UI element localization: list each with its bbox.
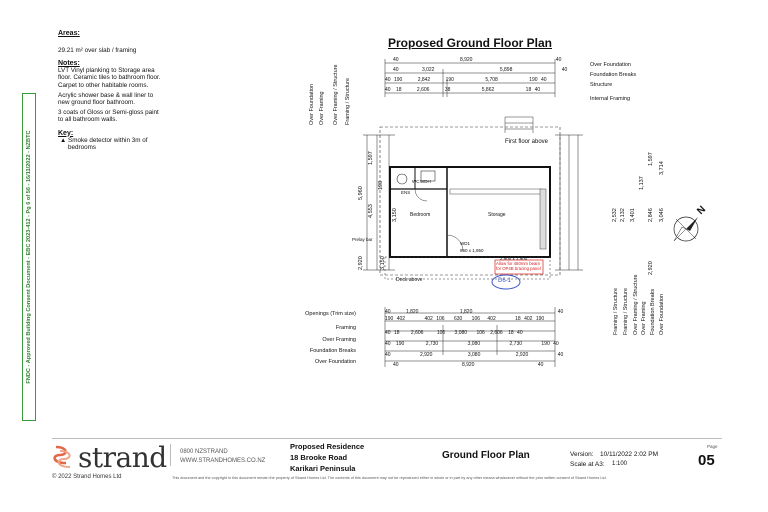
bottom-label-openings: Openings (Trim size) xyxy=(305,311,356,317)
disclaimer: This document and the copyright in this document remain the property of Strand Homes Ltd. The contents of this document may not be reproduced either in whole or in part by any other means whatsoever without the prior written consent of Strand Homes Ltd. xyxy=(172,476,607,480)
left-label-over-foundation: Over Foundation xyxy=(309,84,315,125)
left-dim-4: 3,150 xyxy=(380,256,386,270)
plan-title: Proposed Ground Floor Plan xyxy=(388,36,553,50)
right-label-6: Over Foundation xyxy=(659,294,665,335)
left-dim-7: 3,150 xyxy=(392,208,398,222)
areas-heading: Areas: xyxy=(58,30,80,37)
dim-value: 40 xyxy=(553,341,559,347)
dim-value: 402 xyxy=(524,316,533,322)
dimension-legend xyxy=(590,62,636,106)
dim-value: 5,862 xyxy=(481,87,495,93)
dim-value: 2,920 xyxy=(419,352,433,358)
dim-value: 2,606 xyxy=(410,330,424,336)
bottom-dims-over-framing xyxy=(385,341,559,347)
dim-value: 40 xyxy=(517,330,523,336)
left-dim-3: 2,920 xyxy=(358,256,364,270)
legend-item: Over Foundation xyxy=(590,62,631,68)
copyright: © 2022 Strand Homes Ltd xyxy=(52,474,122,480)
dim-value: 40 xyxy=(393,362,399,368)
right-dim-9: 2,532 xyxy=(612,208,618,222)
dim-value: 630 xyxy=(453,316,463,322)
dim-value: 40 xyxy=(385,330,391,336)
project-locality: Karikari Peninsula xyxy=(290,464,356,473)
dim-value: 18 xyxy=(515,316,521,322)
dim-value: 40 xyxy=(385,87,391,93)
dim-value: 2,842 xyxy=(417,77,431,83)
note-3: 3 coats of Gloss or Semi-gloss paint to all bathroom walls. xyxy=(58,109,159,124)
dim-value: 18 xyxy=(393,330,400,336)
bottom-label-framing: Framing xyxy=(335,325,356,331)
right-dim-2: 3,714 xyxy=(659,161,665,175)
dim-value: 40 xyxy=(393,67,399,73)
dim-value: 40 xyxy=(534,87,541,93)
right-dim-3: 1,137 xyxy=(639,176,645,190)
page-number: 05 xyxy=(698,452,715,469)
dim-value: 190 xyxy=(535,316,545,322)
bottom-label-over-framing: Over Framing xyxy=(322,337,356,343)
dim-value: 40 xyxy=(393,57,399,63)
storage-label: Storage xyxy=(488,212,506,218)
version-label: Version: xyxy=(570,451,594,458)
scale-label: Scale at A3: xyxy=(570,461,605,468)
dim-value: 40 xyxy=(385,77,391,83)
dim-value: 40 xyxy=(557,352,564,358)
dim-value: 40 xyxy=(385,309,391,315)
phone-number: 0800 NZSTRAND xyxy=(180,449,228,455)
note-2: Acrylic shower base & wall liner to new ground floor bathroom. xyxy=(58,91,154,107)
detail-tag: D6-1 xyxy=(498,278,512,284)
first-floor-label: First floor above xyxy=(505,139,549,145)
website-link[interactable]: WWW.STRANDHOMES.CO.NZ xyxy=(180,458,266,464)
right-label-5: Foundation Breaks xyxy=(650,288,656,335)
prelay-label: Prelay bar xyxy=(352,237,373,242)
dim-value: 40 xyxy=(537,362,544,368)
approval-stamp xyxy=(22,93,36,421)
floor-plan-drawing xyxy=(355,55,590,375)
right-dim-7: 3,401 xyxy=(630,208,636,222)
north-label: N xyxy=(695,204,709,217)
beam-annotation: Allow for 450mm beam for OP4B bracing panel xyxy=(496,261,541,271)
wdh-label: WDH xyxy=(420,179,431,184)
dim-value: 106 xyxy=(471,316,481,322)
dim-value: 402 xyxy=(424,316,433,322)
bottom-dims-openings xyxy=(385,316,544,322)
dim-value: 402 xyxy=(396,316,406,322)
door-note: 2,900 x 1,900 xyxy=(500,256,528,261)
dim-value: 2,920 xyxy=(515,352,529,358)
right-dim-5: 3,046 xyxy=(659,208,665,222)
dim-value: 106 xyxy=(436,316,445,322)
top-dim-row-1 xyxy=(393,57,561,63)
right-label-2: Framing / Structure xyxy=(623,287,629,335)
dim-value: 18 xyxy=(508,330,514,336)
bottom-dims-openings-top xyxy=(385,309,563,315)
notes-panel xyxy=(58,30,163,154)
page-label: Page xyxy=(707,444,718,449)
right-label-3: Over Framing / Structure xyxy=(633,274,639,335)
dim-value: 2,730 xyxy=(509,341,523,347)
window-note: WD1 850 x 1,950 xyxy=(460,241,484,253)
dim-value: 40 xyxy=(385,341,391,347)
legend-item: Internal Framing xyxy=(590,96,631,102)
dim-value: 1,820 xyxy=(405,309,419,315)
top-dim-row-2 xyxy=(393,67,567,73)
dim-value: 1,820 xyxy=(459,309,473,315)
ens-label: ENS xyxy=(401,190,411,195)
dim-value: 5,898 xyxy=(499,67,513,73)
sheet-title: Ground Floor Plan xyxy=(442,450,530,461)
dim-value: 190 xyxy=(393,77,403,83)
note-1: LVT Vinyl planking to Storage area floor. Ceramic tiles to bathroom floor. Carpet to other habitable rooms. xyxy=(58,67,161,89)
left-label-framing-structure: Framing / Structure xyxy=(345,77,351,125)
dim-value: 3,080 xyxy=(467,352,481,358)
dim-value: 402 xyxy=(487,316,496,322)
left-dim-2: 4,553 xyxy=(368,204,374,218)
deck-label: Deck above xyxy=(396,277,423,283)
left-label-over-framing-structure: Over Framing / Structure xyxy=(333,64,339,125)
dim-value: 8,920 xyxy=(459,57,473,63)
footer-divider xyxy=(52,438,722,439)
right-dim-4: 2,846 xyxy=(648,208,654,222)
key-heading: Key: xyxy=(58,129,74,137)
brand-name: strand xyxy=(78,441,167,474)
dim-value: 190 xyxy=(385,316,394,322)
strand-logo-icon xyxy=(52,443,74,471)
dim-value: 40 xyxy=(557,309,564,315)
dim-value: 18 xyxy=(395,87,402,93)
project-address: 18 Brooke Road xyxy=(290,453,348,462)
dim-value: 40 xyxy=(555,57,562,63)
dim-value: 106 xyxy=(436,330,446,336)
project-name: Proposed Residence xyxy=(290,442,365,451)
wc-label: WC xyxy=(412,179,420,184)
dim-value: 190 xyxy=(541,341,550,347)
right-dim-8: 2,132 xyxy=(620,208,626,222)
footer-separator xyxy=(170,444,171,466)
areas-text: 29.21 m² over slab / framing xyxy=(58,47,137,54)
notes-heading: Notes: xyxy=(58,60,80,68)
dim-value: 2,606 xyxy=(416,87,430,93)
bedroom-label: Bedroom xyxy=(410,212,431,218)
dim-value: 106 xyxy=(476,330,485,336)
dim-value: 190 xyxy=(395,341,405,347)
dim-value: 2,606 xyxy=(490,330,503,336)
legend-item: Structure xyxy=(590,82,613,88)
dim-value: 40 xyxy=(540,77,547,83)
right-dim-6: 2,920 xyxy=(648,261,654,275)
dim-value: 40 xyxy=(385,352,391,358)
left-dim-1: 5,960 xyxy=(358,186,364,200)
scale-value: 1:100 xyxy=(612,461,628,467)
dim-value: 3,080 xyxy=(454,330,468,336)
smoke-detector-icon: ▲ xyxy=(60,136,67,144)
left-label-over-framing: Over Framing xyxy=(319,91,325,125)
dim-value: 190 xyxy=(529,77,538,83)
bottom-dims-foundation-breaks xyxy=(385,352,563,358)
dim-value: 3,080 xyxy=(467,341,481,347)
dim-value: 40 xyxy=(561,67,568,73)
bottom-label-foundation-breaks: Foundation Breaks xyxy=(309,348,356,354)
key-item-text: Smoke detector within 3m of bedrooms xyxy=(68,136,148,151)
top-dim-row-4 xyxy=(385,87,540,93)
top-dim-row-3 xyxy=(385,77,547,83)
dim-value: 2,730 xyxy=(425,341,439,347)
right-dim-1: 1,597 xyxy=(648,152,654,166)
bottom-dims-framing xyxy=(385,330,523,336)
left-dim-6: 190 xyxy=(378,180,384,190)
approval-stamp-text: FNDC - Approved Building Consent Document - EBC 2023-412 - Pg 6 of 56 - 16/11/2022 - NZBTC xyxy=(26,130,32,384)
dim-value: 3,022 xyxy=(421,67,435,73)
dim-value: 190 xyxy=(445,77,454,83)
dim-value: 38 xyxy=(444,87,451,93)
bottom-label-over-foundation: Over Foundation xyxy=(315,359,356,365)
dim-value: 8,920 xyxy=(461,362,475,368)
bottom-dims-over-foundation xyxy=(393,362,543,368)
key-item xyxy=(58,137,163,151)
dim-value: 18 xyxy=(525,87,532,93)
dim-value: 5,708 xyxy=(485,77,498,83)
version-value: 10/11/2022 2:02 PM xyxy=(600,451,659,458)
left-dim-5: 1,597 xyxy=(368,151,374,165)
right-label-1: Framing / Structure xyxy=(613,287,619,335)
legend-item: Foundation Breaks xyxy=(590,72,637,78)
right-label-4: Over Framing xyxy=(641,301,647,335)
